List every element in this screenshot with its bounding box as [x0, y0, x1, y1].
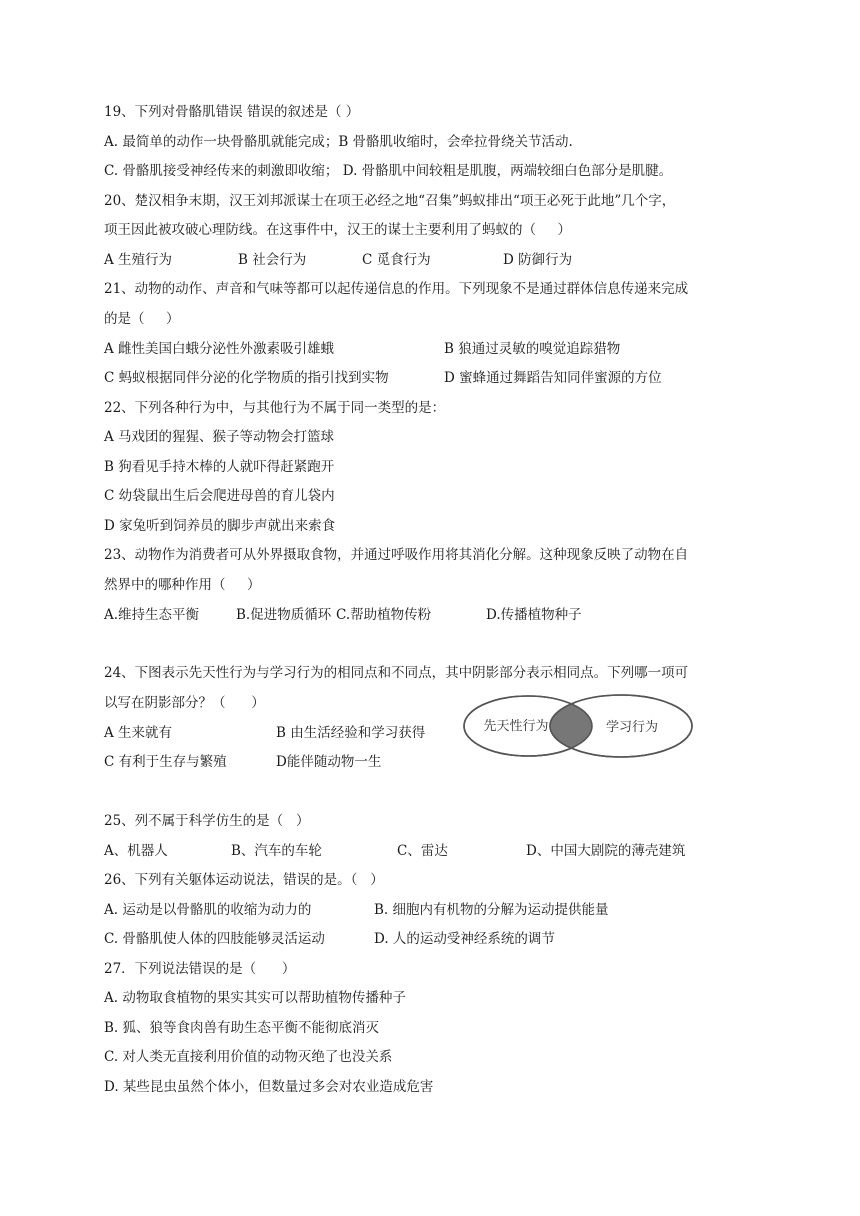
q24-option-b: B 由生活经验和学习获得 [276, 725, 426, 741]
q23-option-b: B.促进物质循环 [236, 607, 332, 623]
venn-left-label: 先天性行为 [483, 718, 549, 733]
q24-option-c: C 有利于生存与繁殖 [104, 754, 227, 770]
q23-stem-line1: 23、动物作为消费者可从外界摄取食物，并通过呼吸作用将其消化分解。这种现象反映了动物在自 [104, 547, 689, 563]
q27-option-c: C. 对人类无直接利用价值的动物灭绝了也没关系 [104, 1049, 393, 1065]
q21-option-a: A 雌性美国白蛾分泌性外激素吸引雄蛾 [104, 341, 335, 357]
q25-option-d: D、中国大剧院的薄壳建筑 [526, 843, 686, 859]
q25-option-b: B、汽车的车轮 [231, 843, 322, 859]
q19-options-line1: A. 最简单的动作一块骨骼肌就能完成；B 骨骼肌收缩时，会牵拉骨绕关节活动. [104, 134, 573, 150]
q21-stem-line1: 21、动物的动作、声音和气味等都可以起传递信息的作用。下列现象不是通过群体信息传递来完成 [104, 281, 689, 297]
q22-option-d: D 家兔听到饲养员的脚步声就出来索食 [104, 518, 336, 534]
q24-option-d: D能伴随动物一生 [276, 754, 382, 770]
q21-option-d: D 蜜蜂通过舞蹈告知同伴蜜源的方位 [444, 370, 662, 386]
q25-stem: 25、列不属于科学仿生的是（ ） [104, 813, 310, 829]
q27-option-b: B. 狐、狼等食肉兽有助生态平衡不能彻底消灭 [104, 1020, 380, 1036]
q23-option-c: C.帮助植物传粉 [336, 607, 432, 623]
q26-option-d: D. 人的运动受神经系统的调节 [374, 931, 555, 947]
q23-option-a: A.维持生态平衡 [104, 607, 200, 623]
q26-option-c: C. 骨骼肌使人体的四肢能够灵活运动 [104, 931, 325, 947]
q26-option-a: A. 运动是以骨骼肌的收缩为动力的 [104, 902, 312, 918]
q23-option-d: D.传播植物种子 [486, 607, 582, 623]
venn-diagram [462, 692, 694, 760]
q21-option-c: C 蚂蚁根据同伴分泌的化学物质的指引找到实物 [104, 370, 389, 386]
q26-stem: 26、下列有关躯体运动说法，错误的是。（ ） [104, 872, 384, 888]
venn-right-label: 学习行为 [605, 719, 659, 734]
q25-option-c: C、雷达 [397, 843, 448, 859]
q19-options-line2: C. 骨骼肌接受神经传来的刺激即收缩； D. 骨骼肌中间较粗是肌腹，两端较细白色部分是肌腱。 [104, 163, 673, 179]
q27-option-a: A. 动物取食植物的果实其实可以帮助植物传播种子 [104, 990, 406, 1006]
q25-option-a: A、机器人 [104, 843, 168, 859]
q20-option-d: D 防御行为 [503, 252, 573, 268]
q21-option-b: B 狼通过灵敏的嗅觉追踪猎物 [444, 341, 621, 357]
q23-stem-line2: 然界中的哪种作用（ ） [104, 577, 261, 593]
q22-option-b: B 狗看见手持木棒的人就吓得赶紧跑开 [104, 459, 335, 475]
q20-option-c: C 觅食行为 [362, 252, 431, 268]
q20-option-a: A 生殖行为 [104, 252, 173, 268]
q21-stem-line2: 的是（ ） [104, 311, 180, 327]
q19-stem: 19、下列对骨骼肌错误 错误的叙述是（ ） [104, 104, 360, 120]
q27-option-d: D. 某些昆虫虽然个体小，但数量过多会对农业造成危害 [104, 1079, 434, 1095]
q24-option-a: A 生来就有 [104, 725, 173, 741]
q26-option-b: B. 细胞内有机物的分解为运动提供能量 [374, 902, 609, 918]
q27-stem: 27．下列说法错误的是（ ） [104, 961, 296, 977]
q22-option-c: C 幼袋鼠出生后会爬进母兽的育儿袋内 [104, 488, 335, 504]
q22-option-a: A 马戏团的猩猩、猴子等动物会打篮球 [104, 429, 335, 445]
q24-stem-line2: 以写在阴影部分？（ ） [104, 695, 265, 711]
q22-stem: 22、下列各种行为中，与其他行为不属于同一类型的是： [104, 400, 446, 416]
q20-stem-line1: 20、楚汉相争末期，汉王刘邦派谋士在项王必经之地“召集”蚂蚁排出“项王必死于此地”几个字， [104, 193, 676, 209]
q24-stem-line1: 24、下图表示先天性行为与学习行为的相同点和不同点，其中阴影部分表示相同点。下列哪一项可 [104, 665, 689, 681]
q20-option-b: B 社会行为 [238, 252, 307, 268]
q20-stem-line2: 项王因此被攻破心理防线。在这事件中，汉王的谋士主要利用了蚂蚁的（ ） [104, 222, 571, 238]
